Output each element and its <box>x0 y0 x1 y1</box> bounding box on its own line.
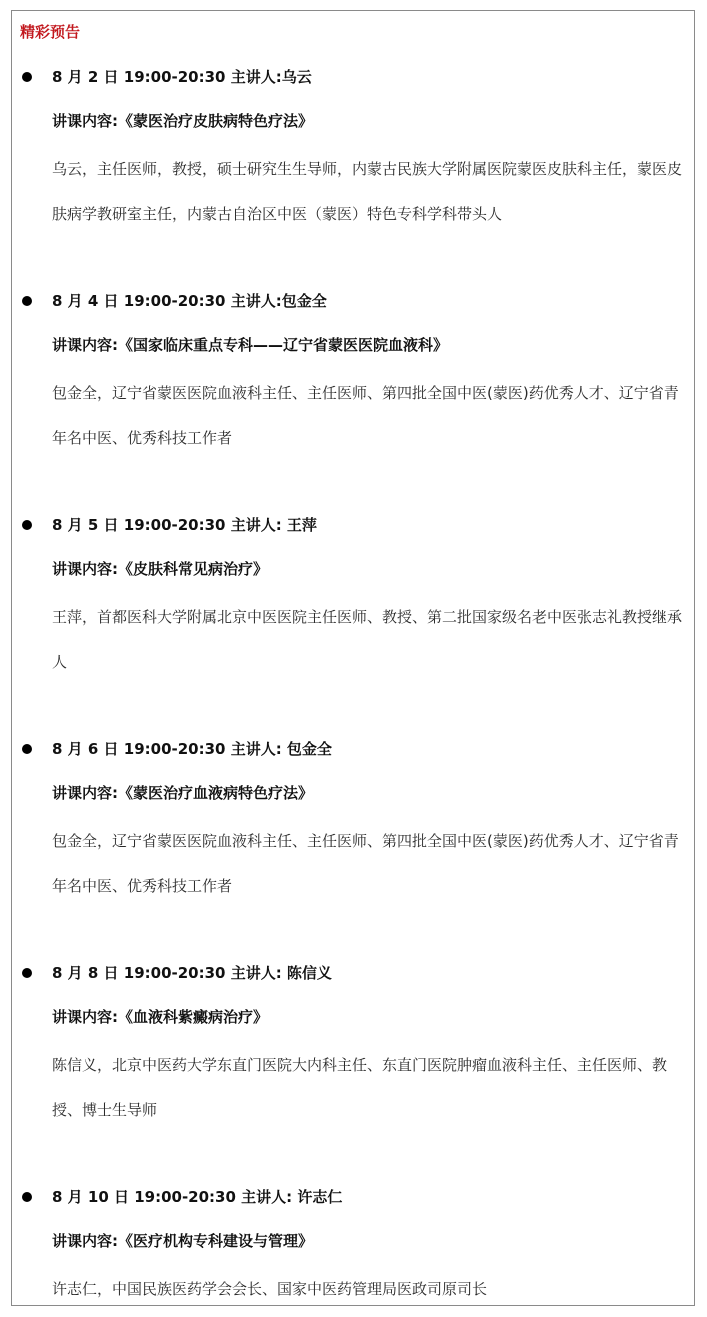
session-speaker-bio: 包金全，辽宁省蒙医医院血液科主任、主任医师、第四批全国中医(蒙医)药优秀人才、辽宁省青年名中医、优秀科技工作者 <box>52 384 679 447</box>
bullet-icon <box>22 72 32 82</box>
session-schedule: 8 月 10 日 19:00-20:30 主讲人: 许志仁 <box>52 1188 343 1206</box>
bullet-icon <box>22 744 32 754</box>
session-topic: 讲课内容:《蒙医治疗血液病特色疗法》 <box>52 784 314 802</box>
bullet-icon <box>22 296 32 306</box>
session-topic: 讲课内容:《皮肤科常见病治疗》 <box>52 560 269 578</box>
session-schedule: 8 月 5 日 19:00-20:30 主讲人: 王萍 <box>52 516 317 534</box>
session-schedule: 8 月 8 日 19:00-20:30 主讲人: 陈信义 <box>52 964 332 982</box>
bullet-icon <box>22 1192 32 1202</box>
session-speaker-bio: 乌云，主任医师，教授，硕士研究生生导师，内蒙古民族大学附属医院蒙医皮肤科主任，蒙医皮肤病学教研室主任，内蒙古自治区中医（蒙医）特色专科学科带头人 <box>52 160 683 223</box>
bullet-icon <box>22 520 32 530</box>
session-topic: 讲课内容:《医疗机构专科建设与管理》 <box>52 1232 314 1250</box>
session-speaker-bio: 包金全，辽宁省蒙医医院血液科主任、主任医师、第四批全国中医(蒙医)药优秀人才、辽宁省青年名中医、优秀科技工作者 <box>52 832 679 895</box>
bullet-icon <box>22 968 32 978</box>
session-speaker-bio: 王萍，首都医科大学附属北京中医医院主任医师、教授、第二批国家级名老中医张志礼教授继承人 <box>52 608 683 671</box>
session-schedule: 8 月 6 日 19:00-20:30 主讲人: 包金全 <box>52 740 332 758</box>
session-topic: 讲课内容:《国家临床重点专科——辽宁省蒙医医院血液科》 <box>52 336 449 354</box>
section-heading: 精彩预告 <box>20 23 81 41</box>
session-topic: 讲课内容:《蒙医治疗皮肤病特色疗法》 <box>52 112 314 130</box>
session-schedule: 8 月 4 日 19:00-20:30 主讲人:包金全 <box>52 292 327 310</box>
session-speaker-bio: 许志仁，中国民族医药学会会长、国家中医药管理局医政司原司长 <box>52 1280 488 1298</box>
announcement-panel <box>11 10 695 1306</box>
session-schedule: 8 月 2 日 19:00-20:30 主讲人:乌云 <box>52 68 312 86</box>
session-speaker-bio: 陈信义，北京中医药大学东直门医院大内科主任、东直门医院肿瘤血液科主任、主任医师、教授、博士生导师 <box>52 1056 668 1119</box>
session-topic: 讲课内容:《血液科紫癜病治疗》 <box>52 1008 269 1026</box>
